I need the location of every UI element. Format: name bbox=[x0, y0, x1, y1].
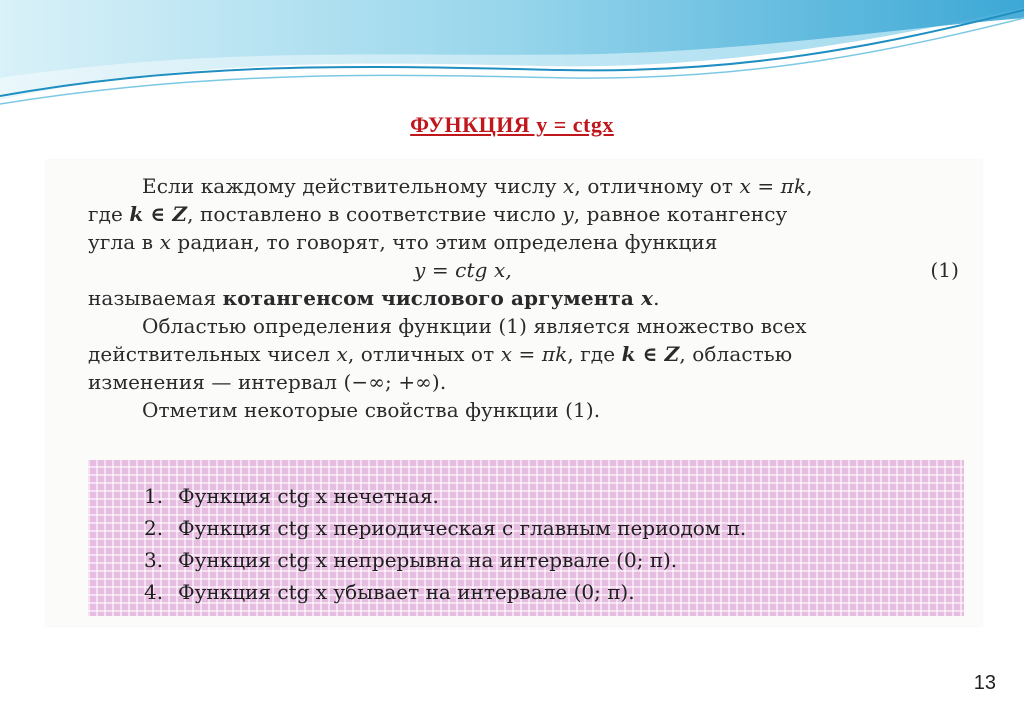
list-item bbox=[144, 512, 944, 544]
text-span: x = πk bbox=[500, 342, 568, 366]
item-text: Функция ctg x непрерывна на интервале (0; π). bbox=[178, 548, 678, 572]
text-span: , поставлено в соответствие число bbox=[187, 202, 563, 226]
text-span: x bbox=[563, 174, 575, 198]
item-text: Функция ctg x убывает на интервале (0; π). bbox=[178, 580, 635, 604]
equation-number: (1) bbox=[930, 258, 959, 282]
item-number: 1. bbox=[144, 484, 164, 508]
text-span: y bbox=[562, 202, 574, 226]
text-line bbox=[88, 284, 963, 312]
item-number: 3. bbox=[144, 548, 164, 572]
text-span: , отличных от bbox=[347, 342, 501, 366]
text-line bbox=[88, 368, 963, 396]
text-span: изменения — интервал (−∞; +∞). bbox=[88, 370, 447, 394]
list-item bbox=[144, 480, 944, 512]
text-span: x bbox=[159, 230, 171, 254]
list-item bbox=[144, 576, 944, 608]
slide-title: ФУНКЦИЯ y = ctgx bbox=[410, 112, 614, 137]
text-line bbox=[88, 396, 963, 424]
list-item bbox=[144, 544, 944, 576]
text-span: . bbox=[653, 286, 660, 310]
page-number: 13 bbox=[973, 672, 996, 694]
text-span: x bbox=[641, 286, 654, 310]
definition-text bbox=[88, 172, 963, 424]
item-number: 2. bbox=[144, 516, 164, 540]
text-span: где bbox=[88, 202, 130, 226]
text-span: x bbox=[336, 342, 348, 366]
text-span: k ∈ Z bbox=[621, 342, 680, 366]
text-span: действительных чисел bbox=[88, 342, 337, 366]
text-span: Если каждому действительному числу bbox=[142, 174, 564, 198]
item-text: Функция ctg x нечетная. bbox=[178, 484, 439, 508]
text-span: k ∈ Z bbox=[129, 202, 188, 226]
text-line bbox=[88, 340, 963, 368]
text-span: , bbox=[806, 174, 813, 198]
text-span: угла в bbox=[88, 230, 160, 254]
header-wave-decoration bbox=[0, 0, 1024, 110]
text-span: x = πk bbox=[739, 174, 807, 198]
text-line bbox=[88, 228, 963, 256]
text-span: называемая bbox=[88, 286, 223, 310]
item-text: Функция ctg x периодическая с главным периодом π. bbox=[178, 516, 747, 540]
text-line bbox=[88, 312, 963, 340]
text-span: , областью bbox=[679, 342, 793, 366]
properties-list bbox=[144, 480, 944, 608]
formula: y = ctg x, bbox=[414, 258, 512, 282]
term-bold: котангенсом числового аргумента bbox=[222, 286, 642, 310]
text-span: радиан, то говорят, что этим определена функция bbox=[170, 230, 718, 254]
text-span: Отметим некоторые свойства функции (1). bbox=[142, 398, 601, 422]
text-span: , равное котангенсу bbox=[573, 202, 788, 226]
text-line bbox=[88, 172, 963, 200]
formula-line bbox=[88, 256, 963, 284]
text-span: Областью определения функции (1) является множество всех bbox=[142, 314, 807, 338]
scanned-textbook-excerpt bbox=[46, 160, 982, 626]
text-line bbox=[88, 200, 963, 228]
item-number: 4. bbox=[144, 580, 164, 604]
text-span: , где bbox=[567, 342, 622, 366]
text-span: , отличному от bbox=[574, 174, 740, 198]
